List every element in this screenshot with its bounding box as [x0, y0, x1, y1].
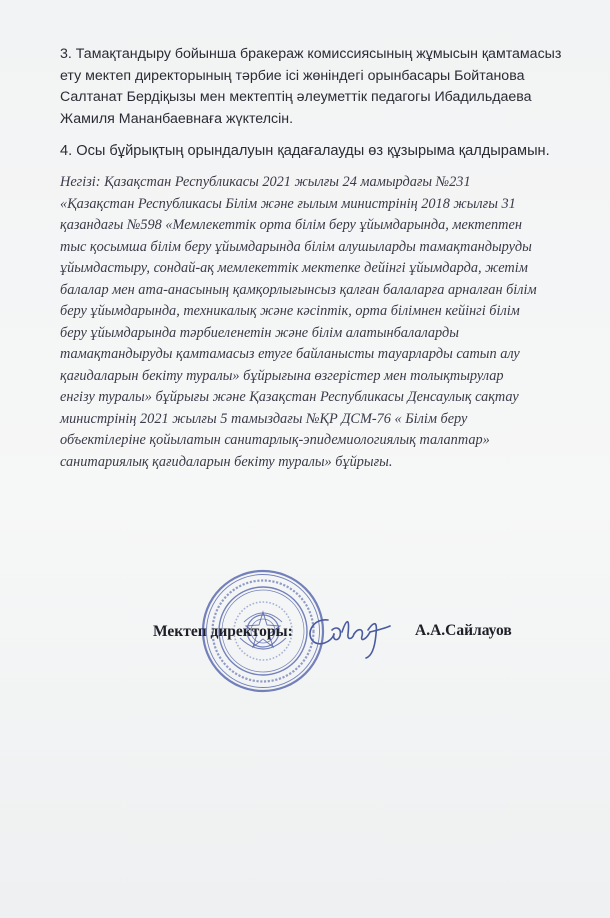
basis-line: «Қазақстан Республикасы Білім және ғылым министрінің 2018 жылғы 31: [60, 195, 516, 212]
item-4-paragraph: 4. Осы бұйрықтың орындалуын қадағалауды өз құзырыма қалдырамын.: [60, 143, 550, 159]
basis-line: қазандағы №598 «Мемлекеттік орта білім беру ұйымдарында, мектептен: [60, 217, 522, 233]
item-3-line: 3. Тамақтандыру бойынша бракераж комиссиясының жұмысын қамтамасыз: [60, 46, 562, 62]
basis-line: ұйымдастыру, сондай-ақ мемлекеттік мектепке дейінгі ұйымдарда, жетім: [60, 260, 528, 276]
signatory-role: Мектеп директоры:: [153, 623, 293, 640]
basis-paragraph: [60, 172, 605, 473]
basis-line: Негізі: Қазақстан Республикасы 2021 жылғы 24 мамырдағы №231: [60, 174, 471, 190]
basis-line: беру ұйымдарында тәрбиеленетін және білім алатынбалаларды: [60, 324, 459, 341]
official-round-seal-icon: [200, 568, 326, 694]
basis-line: объектілеріне қойылатын санитарлық-эпидемиологиялық талаптар»: [60, 432, 490, 448]
basis-line: қағидаларын бекіту туралы» бұйрығына өзгерістер мен толықтырулар: [60, 367, 504, 384]
basis-line: енгізу туралы» бұйрығы және Қазақстан Республикасы Денсаулық сақтау: [60, 389, 519, 405]
basis-line: санитариялық қағидаларын бекіту туралы» бұйрығы.: [60, 453, 393, 470]
signatory-name: А.А.Сайлауов: [415, 622, 512, 639]
basis-line: министрінің 2021 жылғы 5 тамыздағы №ҚР ДСМ-76 « Білім беру: [60, 410, 468, 427]
item-3-paragraph: [60, 44, 600, 130]
handwritten-signature-icon: [302, 606, 392, 662]
item-3-line: ету мектеп директорының тәрбие ісі жөніндегі орынбасары Бойтанова: [60, 67, 525, 84]
item-3-line: Салтанат Бердіқызы мен мектептің әлеуметтік педагогы Ибадильдаева: [60, 89, 532, 105]
item-3-line: Жамиля Мананбаевнаға жүктелсін.: [60, 110, 294, 127]
basis-line: беру ұйымдарында, техникалық және кәсіптік, орта білімнен кейінгі білім: [60, 303, 520, 319]
basis-line: тамақтандыруды қамтамасыз етуге байланысты тауарларды сатып алу: [60, 346, 520, 362]
basis-line: балалар мен ата-анасының қамқорлығынсыз қалған балаларға арналған білім: [60, 281, 537, 298]
basis-line: тыс қосымша білім беру ұйымдарында білім алушыларды тамақтандыруды: [60, 238, 532, 255]
